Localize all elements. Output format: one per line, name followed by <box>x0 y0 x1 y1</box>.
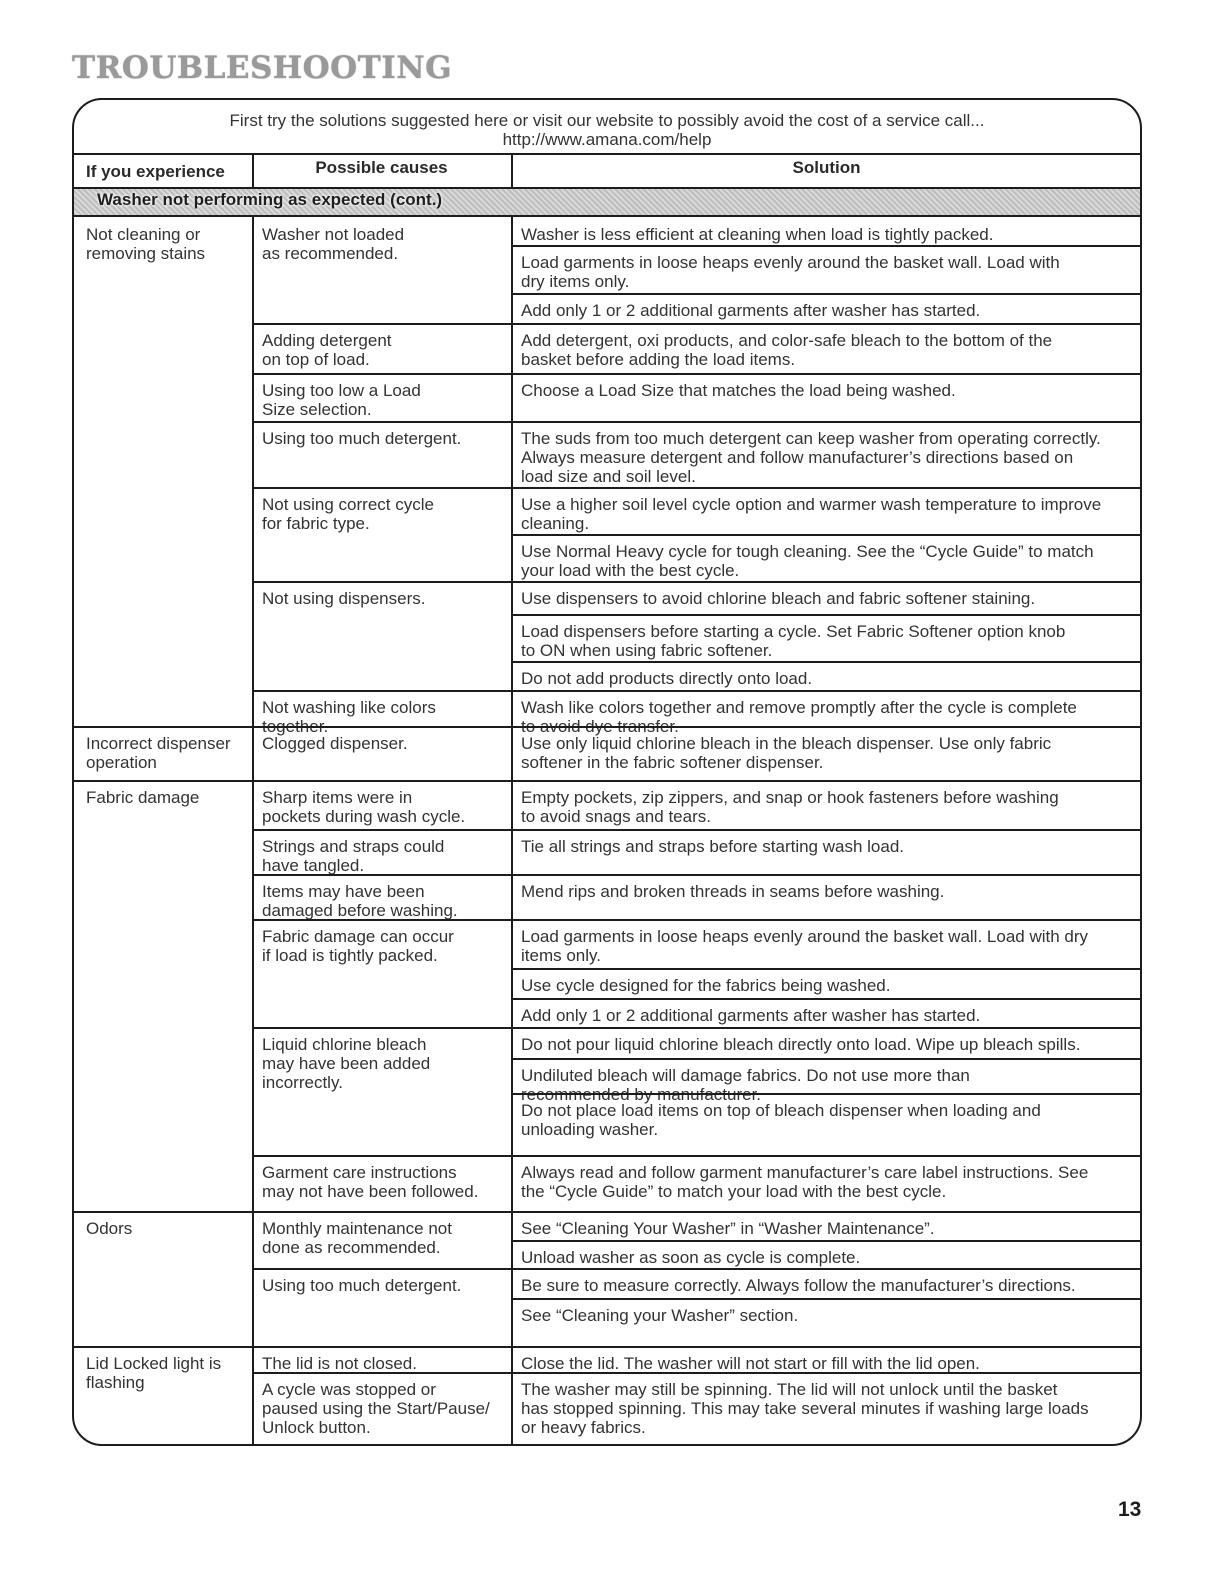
cause-text-line: Size selection. <box>262 400 372 419</box>
solution-text-line: Load garments in loose heaps evenly around the basket wall. Load with dry <box>521 927 1089 946</box>
cause-text-line: may have been added <box>262 1054 431 1073</box>
experience-text <box>86 225 205 263</box>
header-divider <box>511 153 513 188</box>
cause-text <box>262 734 408 753</box>
solution-text-line: to avoid snags and tears. <box>521 807 711 826</box>
solution-text-line: the “Cycle Guide” to match your load with the best cycle. <box>521 1182 947 1201</box>
solution-separator <box>511 245 1140 247</box>
solution-text-line: Tie all strings and straps before starting wash load. <box>521 837 905 856</box>
cause-text <box>262 837 444 875</box>
solution-text <box>521 381 956 400</box>
cause-text-line: as recommended. <box>262 244 399 263</box>
experience-text-line: operation <box>86 753 157 772</box>
solution-text <box>521 976 890 995</box>
cause-text <box>262 882 458 920</box>
experience-text-line: Fabric damage <box>86 788 200 807</box>
cause-text <box>262 429 461 448</box>
solution-text-line: Do not add products directly onto load. <box>521 669 813 688</box>
solution-text <box>521 1248 860 1267</box>
column-divider <box>511 217 513 1446</box>
solution-text-line: Be sure to measure correctly. Always follow the manufacturer’s directions. <box>521 1276 1076 1295</box>
cause-text <box>262 927 454 965</box>
cause-text-line: paused using the Start/Pause/ <box>262 1399 490 1418</box>
solution-text-line: Wash like colors together and remove promptly after the cycle is complete <box>521 698 1077 717</box>
page-title: TROUBLESHOOTING <box>72 50 453 86</box>
cause-text-line: Washer not loaded <box>262 225 405 244</box>
cause-text-line: Not using dispensers. <box>262 589 426 608</box>
cause-text-line: Adding detergent <box>262 331 392 350</box>
solution-text-line: The washer may still be spinning. The lid will not unlock until the basket <box>521 1380 1058 1399</box>
solution-text <box>521 1354 980 1373</box>
solution-text <box>521 698 1077 736</box>
solution-text-line: The suds from too much detergent can keep washer from operating correctly. <box>521 429 1101 448</box>
solution-text-line: Use dispensers to avoid chlorine bleach and fabric softener staining. <box>521 589 1036 608</box>
solution-text-line: Close the lid. The washer will not start or fill with the lid open. <box>521 1354 980 1373</box>
solution-text-line: Always measure detergent and follow manufacturer’s directions based on <box>521 448 1074 467</box>
solution-text <box>521 542 1094 580</box>
solution-separator <box>511 968 1140 970</box>
solution-separator <box>511 1093 1140 1095</box>
cause-separator <box>252 487 1140 489</box>
intro-line: First try the solutions suggested here or visit our website to possibly avoid the cost of a service call... <box>229 111 985 130</box>
cause-text-line: done as recommended. <box>262 1238 441 1257</box>
group-separator <box>74 780 1140 782</box>
experience-text <box>86 734 231 772</box>
experience-text <box>86 1354 221 1392</box>
solution-text <box>521 669 812 688</box>
cause-text <box>262 1219 452 1257</box>
cause-text-line: Using too low a Load <box>262 381 421 400</box>
cause-separator <box>252 1027 1140 1029</box>
cause-text-line: pockets during wash cycle. <box>262 807 466 826</box>
cause-text <box>262 788 465 826</box>
solution-text-line: Add detergent, oxi products, and color-safe bleach to the bottom of the <box>521 331 1053 350</box>
solution-text-line: dry items only. <box>521 272 630 291</box>
cause-separator <box>252 1372 1140 1374</box>
cause-text <box>262 495 434 533</box>
solution-text-line: Use a higher soil level cycle option and warmer wash temperature to improve <box>521 495 1102 514</box>
solution-text-line: Washer is less efficient at cleaning when load is tightly packed. <box>521 225 994 244</box>
cause-text-line: together. <box>262 717 329 736</box>
cause-text-line: A cycle was stopped or <box>262 1380 436 1399</box>
cause-separator <box>252 581 1140 583</box>
solution-text <box>521 1006 980 1025</box>
solution-text-line: Undiluted bleach will damage fabrics. Do not use more than <box>521 1066 970 1085</box>
solution-text <box>521 429 1101 486</box>
solution-text-line: items only. <box>521 946 601 965</box>
solution-text <box>521 1306 798 1325</box>
cause-separator <box>252 323 1140 325</box>
intro-text <box>74 111 1140 149</box>
solution-separator <box>511 661 1140 663</box>
experience-text-line: Not cleaning or <box>86 225 201 244</box>
solution-separator <box>511 534 1140 536</box>
solution-text-line: Use cycle designed for the fabrics being washed. <box>521 976 891 995</box>
cause-text <box>262 1354 417 1373</box>
solution-text-line: recommended by manufacturer. <box>521 1085 762 1104</box>
group-separator <box>74 726 1140 728</box>
solution-text-line: Add only 1 or 2 additional garments after washer has started. <box>521 1006 981 1025</box>
solution-text-line: Load garments in loose heaps evenly around the basket wall. Load with <box>521 253 1060 272</box>
solution-text <box>521 1380 1089 1437</box>
header-causes: Possible causes <box>315 158 448 177</box>
solution-text-line: load size and soil level. <box>521 467 696 486</box>
solution-separator <box>511 1240 1140 1242</box>
experience-text-line: Incorrect dispenser <box>86 734 231 753</box>
solution-text <box>521 225 993 244</box>
cause-text <box>262 698 436 736</box>
cause-text <box>262 225 404 263</box>
cause-text <box>262 1163 478 1201</box>
solution-text <box>521 1219 935 1238</box>
page-number: 13 <box>1118 1498 1142 1521</box>
solution-text-line: Do not pour liquid chlorine bleach directly onto load. Wipe up bleach spills. <box>521 1035 1081 1054</box>
solution-separator <box>511 614 1140 616</box>
cause-separator <box>252 373 1140 375</box>
cause-text-line: Not washing like colors <box>262 698 436 717</box>
solution-text <box>521 1163 1088 1201</box>
cause-text-line: have tangled. <box>262 856 365 875</box>
solution-text <box>521 788 1059 826</box>
cause-text <box>262 1276 461 1295</box>
solution-separator <box>511 1298 1140 1300</box>
group-separator <box>74 1211 1140 1213</box>
solution-text-line: cleaning. <box>521 514 590 533</box>
solution-text-line: Always read and follow garment manufacturer’s care label instructions. See <box>521 1163 1089 1182</box>
troubleshooting-table <box>72 98 1142 1446</box>
solution-text <box>521 1276 1076 1295</box>
cause-separator <box>252 1268 1140 1270</box>
cause-text-line: Fabric damage can occur <box>262 927 454 946</box>
cause-text-line: Unlock button. <box>262 1418 371 1437</box>
solution-separator <box>511 998 1140 1000</box>
cause-separator <box>252 1155 1140 1157</box>
cause-text <box>262 381 421 419</box>
solution-text <box>521 622 1065 660</box>
solution-text-line: unloading washer. <box>521 1120 659 1139</box>
solution-text-line: Mend rips and broken threads in seams before washing. <box>521 882 945 901</box>
solution-text-line: has stopped spinning. This may take several minutes if washing large loads <box>521 1399 1089 1418</box>
cause-text-line: Liquid chlorine bleach <box>262 1035 427 1054</box>
experience-text-line: Odors <box>86 1219 133 1238</box>
solution-text-line: Add only 1 or 2 additional garments after washer has started. <box>521 301 981 320</box>
group-separator <box>74 1346 1140 1348</box>
cause-text-line: Items may have been <box>262 882 425 901</box>
cause-text <box>262 1380 490 1437</box>
solution-text-line: See “Cleaning Your Washer” in “Washer Maintenance”. <box>521 1219 935 1238</box>
experience-text <box>86 1219 132 1238</box>
header-experience: If you experience <box>86 161 225 181</box>
header-solution: Solution <box>792 158 861 177</box>
solution-text <box>521 927 1088 965</box>
solution-text-line: to avoid dye transfer. <box>521 717 679 736</box>
solution-text <box>521 1101 1041 1139</box>
cause-separator <box>252 919 1140 921</box>
experience-text-line: flashing <box>86 1373 145 1392</box>
solution-text-line: to ON when using fabric softener. <box>521 641 773 660</box>
column-divider <box>252 217 254 1446</box>
experience-text <box>86 788 199 807</box>
cause-text <box>262 1035 430 1092</box>
solution-text-line: your load with the best cycle. <box>521 561 740 580</box>
cause-text-line: for fabric type. <box>262 514 370 533</box>
cause-text-line: may not have been followed. <box>262 1182 479 1201</box>
solution-text <box>521 253 1060 291</box>
header-divider <box>252 153 254 188</box>
solution-text-line: See “Cleaning your Washer” section. <box>521 1306 799 1325</box>
solution-text <box>521 589 1035 608</box>
cause-text-line: on top of load. <box>262 350 370 369</box>
section-title: Washer not performing as expected (cont.) <box>97 190 443 209</box>
solution-text <box>521 1035 1080 1054</box>
cause-text-line: Monthly maintenance not <box>262 1219 452 1238</box>
experience-text-line: Lid Locked light is <box>86 1354 222 1373</box>
cause-text-line: Using too much detergent. <box>262 1276 462 1295</box>
solution-text-line: Use Normal Heavy cycle for tough cleaning. See the “Cycle Guide” to match <box>521 542 1094 561</box>
cause-text-line: Using too much detergent. <box>262 429 462 448</box>
cause-separator <box>252 690 1140 692</box>
solution-text <box>521 495 1101 533</box>
cause-text-line: incorrectly. <box>262 1073 343 1092</box>
solution-text-line: softener in the fabric softener dispenser. <box>521 753 824 772</box>
solution-text-line: Empty pockets, zip zippers, and snap or hook fasteners before washing <box>521 788 1059 807</box>
cause-separator <box>252 421 1140 423</box>
cause-text <box>262 331 392 369</box>
cause-text-line: if load is tightly packed. <box>262 946 438 965</box>
solution-separator <box>511 1058 1140 1060</box>
cause-separator <box>252 829 1140 831</box>
solution-text-line: Unload washer as soon as cycle is complete. <box>521 1248 861 1267</box>
section-band <box>74 187 1140 217</box>
solution-text <box>521 882 944 901</box>
solution-separator <box>511 293 1140 295</box>
solution-text <box>521 837 904 856</box>
solution-text-line: basket before adding the load items. <box>521 350 796 369</box>
solution-text <box>521 734 1051 772</box>
cause-separator <box>252 874 1140 876</box>
solution-text <box>521 1066 970 1104</box>
cause-text-line: damaged before washing. <box>262 901 458 920</box>
solution-text <box>521 301 980 320</box>
cause-text-line: Garment care instructions <box>262 1163 457 1182</box>
cause-text-line: Not using correct cycle <box>262 495 434 514</box>
solution-text <box>521 331 1052 369</box>
solution-text-line: Do not place load items on top of bleach dispenser when loading and <box>521 1101 1041 1120</box>
cause-text-line: Clogged dispenser. <box>262 734 408 753</box>
solution-text-line: Choose a Load Size that matches the load being washed. <box>521 381 956 400</box>
solution-text-line: Use only liquid chlorine bleach in the bleach dispenser. Use only fabric <box>521 734 1052 753</box>
solution-text-line: or heavy fabrics. <box>521 1418 646 1437</box>
experience-text-line: removing stains <box>86 244 206 263</box>
solution-text-line: Load dispensers before starting a cycle. Set Fabric Softener option knob <box>521 622 1066 641</box>
cause-text-line: Strings and straps could <box>262 837 445 856</box>
help-url: http://www.amana.com/help <box>502 130 712 149</box>
cause-text <box>262 589 425 608</box>
cause-text-line: The lid is not closed. <box>262 1354 417 1373</box>
cause-text-line: Sharp items were in <box>262 788 413 807</box>
